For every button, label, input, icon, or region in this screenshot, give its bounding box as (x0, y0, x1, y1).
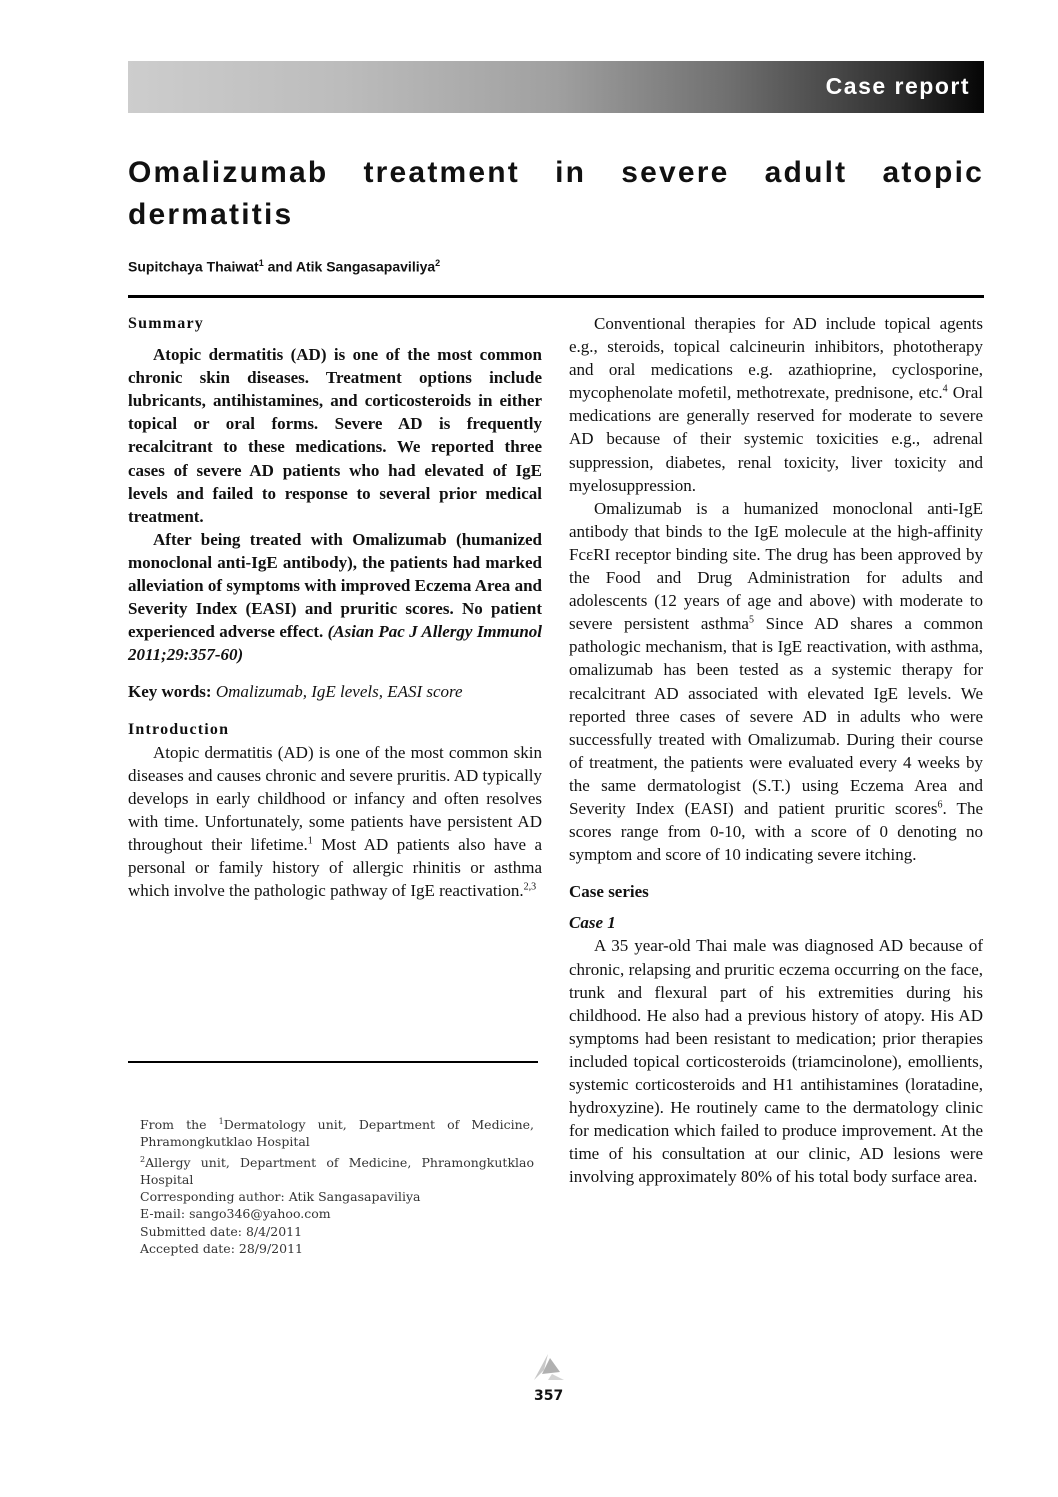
authors-joiner: and (267, 258, 293, 275)
right-column (569, 312, 983, 1188)
article-title: Omalizumab treatment in severe adult atopic dermatitis (128, 156, 984, 231)
summary-paragraph (128, 528, 542, 667)
intro-text: Omalizumab is a humanized monoclonal anti-IgE antibody that binds to the IgE molecule at the high-affinity FcεRI receptor binding site. The drug has been approved by the Food and Drug Administration for adults and adolescents (12 years of age and above) with moderate to severe persistent asthma (569, 498, 983, 634)
intro-text: Atopic dermatitis (AD) is one of the most common skin diseases and causes chronic and severe pruritis. AD typically develops in early childhood or infancy and often resolves with time. Unfortunately, some patients have persistent AD throughout their lifetime. (128, 742, 543, 854)
header-divider (128, 295, 984, 298)
accepted-date: Accepted date: 28/9/2011 (140, 1240, 303, 1256)
reference-mark: 5 (748, 614, 754, 626)
reference-mark: 1 (307, 835, 313, 847)
section-label: Case report (825, 73, 970, 99)
affiliation-1: From the $^1$Dermatology unit, Department of Medicine, Phramongkutklao Hospital (140, 1117, 534, 1150)
introduction-heading: Introduction (128, 720, 230, 738)
author-name: Atik Sangasapaviliya (295, 258, 436, 275)
summary-paragraph: Atopic dermatitis (AD) is one of the most common chronic skin diseases. Treatment options include lubricants, antihistamines, and corticosteroids in either topical or oral forms. Severe AD is frequently recalcitrant to these medications. We reported three cases of severe AD patients who had elevated of IgE levels and failed to response to several prior medical treatment. (128, 345, 542, 526)
intro-text: Since AD shares a common pathologic mechanism, that is IgE reactivation, with asthma, omalizumab has been tested as a systemic therapy for recalcitrant AD associated with elevated IgE levels. We reported three cases of severe AD in adults who were successfully treated with Omalizumab. During their course of treatment, the patients were evaluated every 4 weeks by the same dermatologist (S.T.) using Eczema Area and Severity Index (EASI) and patient pruritic scores (569, 614, 983, 818)
intro-paragraph (569, 312, 983, 497)
case-1-heading: Case 1 (569, 913, 616, 933)
citation: (Asian Pac J Allergy Immunol 2011;29:357-60) (128, 622, 543, 665)
intro-text: Oral medications are generally reserved for moderate to severe AD because of their systemic toxicities e.g., adrenal suppression, diabetes, renal toxicity, liver toxicity and myelosuppression. (569, 383, 983, 495)
intro-text: Most AD patients also have a personal or family history of allergic rhinitis or asthma which involve the pathologic pathway of IgE reactivation. (128, 834, 542, 901)
affiliation-2: $^2$Allergy unit, Department of Medicine, Phramongkutklao Hospital (140, 1154, 534, 1187)
journal-logo-icon (530, 1352, 566, 1382)
email: E-mail: sango346@yahoo.com (140, 1206, 331, 1222)
summary-heading: Summary (128, 315, 204, 332)
left-column (128, 312, 542, 902)
intro-text: Conventional therapies for AD include topical agents e.g., steroids, topical calcineurin inhibitors, phototherapy and oral medications e.g. azathioprine, cyclosporine, mycophenolate mofetil, methotrexate, prednisone, etc. (569, 314, 983, 403)
page-number: 357 (534, 1388, 564, 1404)
intro-paragraph (128, 741, 542, 903)
keywords-label: Key words: (128, 682, 212, 702)
intro-text: . The scores range from 0-10, with a score of 0 denoting no symptom and score of 10 indicating severe itching. (569, 798, 983, 865)
intro-paragraph (569, 497, 983, 867)
reference-mark: 2,3 (523, 881, 537, 893)
affiliation-mark: 2 (435, 258, 441, 268)
corresponding-author: Corresponding author: Atik Sangasapaviliya (140, 1189, 421, 1205)
keywords-value: Omalizumab, IgE levels, EASI score (215, 682, 463, 702)
case-series-heading: Case series (569, 882, 649, 902)
case-1-paragraph: A 35 year-old Thai male was diagnosed AD because of chronic, relapsing and pruritic eczema occurring on the face, trunk and flexural part of his extremities during his childhood. He also had a previous history of atopy. His AD symptoms had been resistant to medication; prior therapies included topical corticosteroids (triamcinolone), emollients, systemic corticosteroids and H1 antihistamines (loratadine, hydroxyzine). He routinely came to the dermatology clinic for medication which failed to produce improvement. At the time of his consultation at our clinic, AD lesions were involving approximately 80% of his total body surface area. (569, 936, 983, 1187)
section-banner (128, 61, 984, 113)
footnote-divider (128, 1061, 538, 1063)
affiliation-mark: 1 (258, 258, 264, 268)
author-name: Supitchaya Thaiwat (128, 258, 259, 275)
keywords (128, 680, 542, 703)
submitted-date: Submitted date: 8/4/2011 (140, 1223, 303, 1239)
summary-paragraph-text: After being treated with Omalizumab (humanized monoclonal anti-IgE antibody), the patients had marked alleviation of symptoms with improved Eczema Area and Severity Index (EASI) and pruritic scores. No patient experienced adverse effect. (128, 529, 542, 642)
affiliation-footnote (140, 1113, 534, 1257)
reference-mark: 4 (942, 383, 948, 395)
author-list (128, 258, 440, 275)
reference-mark: 6 (937, 799, 943, 811)
